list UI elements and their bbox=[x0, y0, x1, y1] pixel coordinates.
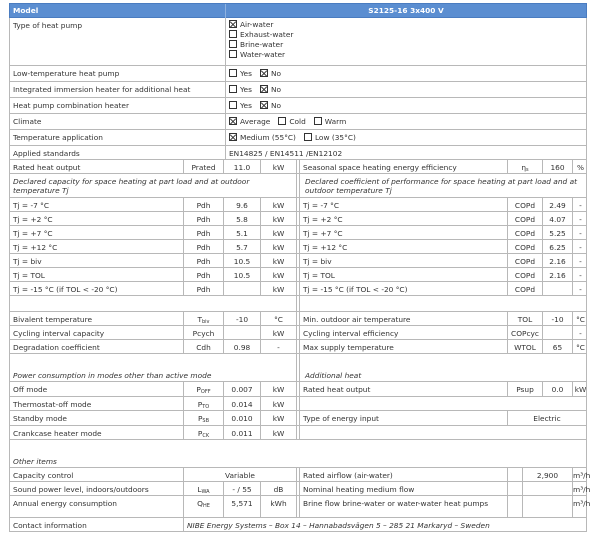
brine-symbol bbox=[507, 496, 522, 517]
pdh-symbol: Pdh bbox=[183, 268, 223, 281]
copd-unit: - bbox=[572, 268, 588, 281]
copd-symbol: COPd bbox=[507, 240, 542, 253]
copd-value: 2.49 bbox=[542, 198, 572, 211]
symbol-subscript: CK bbox=[202, 433, 210, 439]
pcych-value bbox=[223, 326, 260, 339]
option-label: No bbox=[270, 101, 281, 110]
annual-unit: kWh bbox=[260, 496, 296, 517]
pdh-value: 5.8 bbox=[223, 212, 260, 225]
spec-table bbox=[9, 3, 591, 532]
wtol-unit: °C bbox=[572, 340, 588, 353]
biv-value: -10 bbox=[223, 312, 260, 325]
wtol-label: Max supply temperature bbox=[303, 343, 394, 352]
pdh-symbol: Pdh bbox=[183, 240, 223, 253]
pdh-label: Tj = -15 °C (if TOL < -20 °C) bbox=[13, 285, 118, 294]
checkbox-icon[interactable] bbox=[229, 101, 237, 109]
copd-label: Tj = -7 °C bbox=[303, 201, 340, 210]
checkbox-icon[interactable] bbox=[229, 50, 237, 58]
other-heading-row bbox=[9, 440, 587, 468]
pto-label: Thermostat-off mode bbox=[13, 400, 92, 409]
temp-app-options bbox=[225, 130, 586, 145]
checkbox-icon[interactable] bbox=[278, 117, 286, 125]
pdh-value: 9.6 bbox=[223, 198, 260, 211]
symbol-subscript: SB bbox=[202, 418, 210, 424]
copd-value: 4.07 bbox=[542, 212, 572, 225]
climate-row bbox=[9, 114, 587, 130]
copd-symbol: COPd bbox=[507, 282, 542, 295]
combination-row bbox=[9, 98, 587, 114]
symbol: P bbox=[197, 414, 203, 423]
contact-label: Contact information bbox=[13, 521, 87, 530]
model-label: Model bbox=[13, 6, 39, 15]
brine-label: Brine flow brine-water or water-water heat pumps bbox=[303, 499, 489, 508]
model-name: S2125-16 3x400 V bbox=[225, 4, 586, 19]
option-label: Exhaust-water bbox=[240, 30, 294, 39]
immersion-label: Integrated immersion heater for additional heat bbox=[13, 85, 191, 94]
symbol-subscript: s bbox=[526, 167, 529, 173]
declared-cop-heading: Declared coefficient of performance for space heating at part load and at outdoor temperature Tj bbox=[305, 177, 577, 195]
option-label: Low (35°C) bbox=[314, 133, 356, 142]
to-row bbox=[9, 397, 587, 411]
tj-row bbox=[9, 268, 587, 282]
checked-box-icon[interactable] bbox=[260, 69, 268, 77]
capacity-value: Variable bbox=[183, 468, 296, 481]
copd-unit: - bbox=[572, 282, 588, 295]
checked-box-icon[interactable] bbox=[260, 101, 268, 109]
annual-value: 5,571 bbox=[223, 496, 260, 517]
tol-label: Min. outdoor air temperature bbox=[303, 315, 411, 324]
symbol: P bbox=[197, 400, 203, 409]
copcyc-value bbox=[542, 326, 572, 339]
poff-value: 0.007 bbox=[223, 382, 260, 396]
option-label: Yes bbox=[240, 69, 252, 78]
combination-label: Heat pump combination heater bbox=[13, 101, 129, 110]
pdh-value: 5.1 bbox=[223, 226, 260, 239]
symbol: Q bbox=[197, 499, 203, 508]
yes-option[interactable] bbox=[229, 85, 252, 94]
checkbox-icon[interactable] bbox=[314, 117, 322, 125]
annual-row bbox=[9, 496, 591, 518]
no-option[interactable] bbox=[260, 101, 281, 110]
heat-pump-type-option[interactable] bbox=[229, 40, 283, 49]
poff-symbol bbox=[183, 382, 223, 396]
pck-value: 0.011 bbox=[223, 426, 260, 439]
declared-heading-row bbox=[9, 174, 587, 198]
cycling-row bbox=[9, 326, 587, 340]
climate-options bbox=[225, 114, 586, 129]
option-label: Medium (55°C) bbox=[240, 133, 296, 142]
copd-unit: - bbox=[572, 254, 588, 267]
type-row bbox=[9, 18, 587, 66]
airflow-unit: m³/h bbox=[572, 468, 588, 481]
pdh-symbol: Pdh bbox=[183, 212, 223, 225]
biv-symbol bbox=[183, 312, 223, 325]
cdh-label: Degradation coefficient bbox=[13, 343, 100, 352]
copd-value: 5.25 bbox=[542, 226, 572, 239]
checkbox-icon[interactable] bbox=[229, 30, 237, 38]
pdh-symbol: Pdh bbox=[183, 282, 223, 295]
pdh-value: 10.5 bbox=[223, 268, 260, 281]
cdh-unit: - bbox=[260, 340, 296, 353]
pdh-unit: kW bbox=[260, 240, 296, 253]
psup-value: 0.0 bbox=[542, 382, 572, 396]
option-label: Brine-water bbox=[240, 40, 284, 49]
symbol-subscript: WA bbox=[201, 489, 210, 495]
brine-unit: m³/h bbox=[572, 496, 588, 517]
cdh-symbol: Cdh bbox=[183, 340, 223, 353]
type-label: Type of heat pump bbox=[13, 21, 83, 30]
option-label: Cold bbox=[289, 117, 306, 126]
tj-row bbox=[9, 212, 587, 226]
pdh-value bbox=[223, 282, 260, 295]
symbol-subscript: biv bbox=[201, 319, 210, 325]
airflow-label: Rated airflow (air-water) bbox=[303, 471, 393, 480]
tol-value: -10 bbox=[542, 312, 572, 325]
seasonal-value: 160 bbox=[542, 160, 572, 173]
pdh-label: Tj = -7 °C bbox=[13, 201, 50, 210]
psup-label: Rated heat output bbox=[303, 385, 371, 394]
yes-option[interactable] bbox=[229, 101, 252, 110]
symbol-subscript: OFF bbox=[200, 389, 211, 395]
capacity-label: Capacity control bbox=[13, 471, 74, 480]
no-option[interactable] bbox=[260, 85, 281, 94]
symbol-subscript: TO bbox=[202, 404, 210, 410]
type-options bbox=[225, 18, 586, 65]
pdh-value: 5.7 bbox=[223, 240, 260, 253]
copd-label: Tj = +2 °C bbox=[303, 215, 343, 224]
symbol-subscript: HE bbox=[202, 503, 210, 509]
power-heading-row bbox=[9, 354, 587, 382]
pdh-symbol: Pdh bbox=[183, 254, 223, 267]
copd-symbol: COPd bbox=[507, 212, 542, 225]
pck-unit: kW bbox=[260, 426, 296, 439]
pck-symbol bbox=[183, 426, 223, 439]
pdh-label: Tj = TOL bbox=[13, 271, 45, 280]
low_temp-label: Low-temperature heat pump bbox=[13, 69, 120, 78]
airflow-symbol bbox=[507, 468, 522, 481]
power-heading: Power consumption in modes other than active mode bbox=[13, 371, 212, 380]
rated-label: Rated heat output bbox=[13, 163, 81, 172]
pdh-unit: kW bbox=[260, 282, 296, 295]
sound-symbol bbox=[183, 482, 223, 495]
symbol: T bbox=[197, 315, 202, 324]
copcyc-symbol: COPcyc bbox=[507, 326, 542, 339]
copd-label: Tj = -15 °C (if TOL < -20 °C) bbox=[303, 285, 408, 294]
immersion-options bbox=[225, 82, 586, 97]
copd-value: 2.16 bbox=[542, 268, 572, 281]
pdh-label: Tj = +2 °C bbox=[13, 215, 53, 224]
psup-symbol: Psup bbox=[507, 382, 542, 396]
climate-label: Climate bbox=[13, 117, 42, 126]
biv-row bbox=[9, 312, 587, 326]
psb-symbol bbox=[183, 411, 223, 425]
symbol: L bbox=[197, 485, 202, 494]
copd-value: 6.25 bbox=[542, 240, 572, 253]
checkbox-icon[interactable] bbox=[304, 133, 312, 141]
brine-value bbox=[522, 496, 572, 517]
yes-option[interactable] bbox=[229, 69, 252, 78]
nominal-unit: m³/h bbox=[572, 482, 588, 495]
standards-label: Applied standards bbox=[13, 149, 80, 158]
heat-pump-type-option[interactable] bbox=[229, 20, 273, 29]
heat-pump-type-option[interactable] bbox=[229, 30, 293, 39]
additional-heading: Additional heat bbox=[305, 371, 362, 380]
checked-box-icon[interactable] bbox=[229, 117, 237, 125]
pcych-unit: kW bbox=[260, 326, 296, 339]
cdh-value: 0.98 bbox=[223, 340, 260, 353]
copd-symbol: COPd bbox=[507, 268, 542, 281]
nominal-value bbox=[522, 482, 572, 495]
wtol-symbol: WTOL bbox=[507, 340, 542, 353]
copd-value bbox=[542, 282, 572, 295]
sound-unit: dB bbox=[260, 482, 296, 495]
contact-value: NIBE Energy Systems – Box 14 – Hannabadsvägen 5 – 285 21 Markaryd – Sweden bbox=[183, 518, 586, 531]
checkbox-icon[interactable] bbox=[229, 69, 237, 77]
standards-row bbox=[9, 146, 587, 160]
copd-unit: - bbox=[572, 226, 588, 239]
biv-unit: °C bbox=[260, 312, 296, 325]
cdh-row bbox=[9, 340, 587, 354]
symbol: η bbox=[521, 163, 527, 172]
poff-label: Off mode bbox=[13, 385, 48, 394]
no-option[interactable] bbox=[260, 69, 281, 78]
off-row bbox=[9, 382, 587, 397]
sound-label: Sound power level, indoors/outdoors bbox=[13, 485, 149, 494]
tol-unit: °C bbox=[572, 312, 588, 325]
column-divider bbox=[296, 354, 300, 381]
pdh-label: Tj = biv bbox=[13, 257, 42, 266]
climate-option[interactable] bbox=[314, 117, 346, 126]
contact-row bbox=[9, 518, 587, 532]
rated-value: 11.0 bbox=[223, 160, 260, 173]
copd-symbol: COPd bbox=[507, 226, 542, 239]
immersion-row bbox=[9, 82, 587, 98]
declared-capacity-heading: Declared capacity for space heating at part load and at outdoor temperature Tj bbox=[13, 177, 250, 195]
tj-row bbox=[9, 254, 587, 268]
copd-symbol: COPd bbox=[507, 254, 542, 267]
column-divider bbox=[296, 397, 300, 410]
biv-label: Bivalent temperature bbox=[13, 315, 93, 324]
seasonal-symbol bbox=[507, 160, 542, 173]
rated-unit: kW bbox=[260, 160, 296, 173]
pdh-label: Tj = +7 °C bbox=[13, 229, 53, 238]
option-label: Water-water bbox=[240, 50, 286, 59]
column-divider bbox=[296, 426, 300, 439]
tol-symbol: TOL bbox=[507, 312, 542, 325]
pdh-unit: kW bbox=[260, 226, 296, 239]
temp-app-option[interactable] bbox=[304, 133, 356, 142]
pcych-symbol: Pcych bbox=[183, 326, 223, 339]
column-divider bbox=[296, 296, 300, 311]
option-label: No bbox=[270, 85, 281, 94]
option-label: Yes bbox=[240, 101, 252, 110]
option-label: Average bbox=[240, 117, 271, 126]
pdh-symbol: Pdh bbox=[183, 226, 223, 239]
copd-unit: - bbox=[572, 212, 588, 225]
temp-app-row bbox=[9, 130, 587, 146]
rated-row bbox=[9, 160, 587, 174]
pck-label: Crankcase heater mode bbox=[13, 429, 102, 438]
climate-option[interactable] bbox=[278, 117, 305, 126]
other-heading: Other items bbox=[13, 457, 57, 466]
pto-value: 0.014 bbox=[223, 397, 260, 410]
capacity-row bbox=[9, 468, 591, 482]
copcyc-unit: - bbox=[572, 326, 588, 339]
copd-label: Tj = +7 °C bbox=[303, 229, 343, 238]
combination-options bbox=[225, 98, 586, 113]
column-divider bbox=[296, 174, 300, 197]
spacer-row bbox=[9, 296, 587, 312]
option-label: No bbox=[270, 69, 281, 78]
checked-box-icon[interactable] bbox=[229, 133, 237, 141]
checkbox-icon[interactable] bbox=[229, 40, 237, 48]
pdh-symbol: Pdh bbox=[183, 198, 223, 211]
sb-row bbox=[9, 411, 587, 426]
heat-pump-type-option[interactable] bbox=[229, 50, 285, 59]
copd-label: Tj = TOL bbox=[303, 271, 335, 280]
temp-app-option[interactable] bbox=[229, 133, 296, 142]
pdh-label: Tj = +12 °C bbox=[13, 243, 58, 252]
copd-label: Tj = +12 °C bbox=[303, 243, 348, 252]
psb-value: 0.010 bbox=[223, 411, 260, 425]
pdh-unit: kW bbox=[260, 268, 296, 281]
poff-unit: kW bbox=[260, 382, 296, 396]
psup-unit: kW bbox=[572, 382, 588, 396]
annual-symbol bbox=[183, 496, 223, 517]
header-row bbox=[9, 3, 587, 18]
pto-unit: kW bbox=[260, 397, 296, 410]
tj-row bbox=[9, 226, 587, 240]
copcyc-label: Cycling interval efficiency bbox=[303, 329, 399, 338]
wtol-value: 65 bbox=[542, 340, 572, 353]
airflow-value: 2,900 bbox=[522, 468, 572, 481]
symbol: P bbox=[196, 385, 201, 394]
pto-symbol bbox=[183, 397, 223, 410]
pcych-label: Cycling interval capacity bbox=[13, 329, 105, 338]
option-label: Yes bbox=[240, 85, 252, 94]
sound-value: - / 55 bbox=[223, 482, 260, 495]
checked-box-icon[interactable] bbox=[229, 20, 237, 28]
climate-option[interactable] bbox=[229, 117, 270, 126]
tj-row bbox=[9, 240, 587, 254]
copd-value: 2.16 bbox=[542, 254, 572, 267]
copd-unit: - bbox=[572, 198, 588, 211]
annual-label: Annual energy consumption bbox=[13, 499, 117, 508]
ck-row bbox=[9, 426, 587, 440]
temp-app-label: Temperature application bbox=[13, 133, 103, 142]
option-label: Air-water bbox=[240, 20, 274, 29]
seasonal-label: Seasonal space heating energy efficiency bbox=[303, 163, 457, 172]
checked-box-icon[interactable] bbox=[260, 85, 268, 93]
copd-unit: - bbox=[572, 240, 588, 253]
pdh-unit: kW bbox=[260, 212, 296, 225]
seasonal-unit: % bbox=[572, 160, 588, 173]
rated-symbol: Prated bbox=[183, 160, 223, 173]
energy-input-value: Electric bbox=[507, 411, 586, 425]
copd-label: Tj = biv bbox=[303, 257, 332, 266]
pdh-unit: kW bbox=[260, 254, 296, 267]
psb-unit: kW bbox=[260, 411, 296, 425]
energy-input-label: Type of energy input bbox=[303, 414, 379, 423]
nominal-label: Nominal heating medium flow bbox=[303, 485, 415, 494]
checkbox-icon[interactable] bbox=[229, 85, 237, 93]
option-label: Warm bbox=[324, 117, 347, 126]
pdh-value: 10.5 bbox=[223, 254, 260, 267]
tj-row bbox=[9, 282, 587, 296]
symbol: P bbox=[197, 429, 203, 438]
standards-value: EN14825 / EN14511 /EN12102 bbox=[225, 146, 586, 159]
sound-row bbox=[9, 482, 591, 496]
psb-label: Standby mode bbox=[13, 414, 67, 423]
tj-row bbox=[9, 198, 587, 212]
nominal-symbol bbox=[507, 482, 522, 495]
copd-symbol: COPd bbox=[507, 198, 542, 211]
low_temp-options bbox=[225, 66, 586, 81]
low_temp-row bbox=[9, 66, 587, 82]
pdh-unit: kW bbox=[260, 198, 296, 211]
